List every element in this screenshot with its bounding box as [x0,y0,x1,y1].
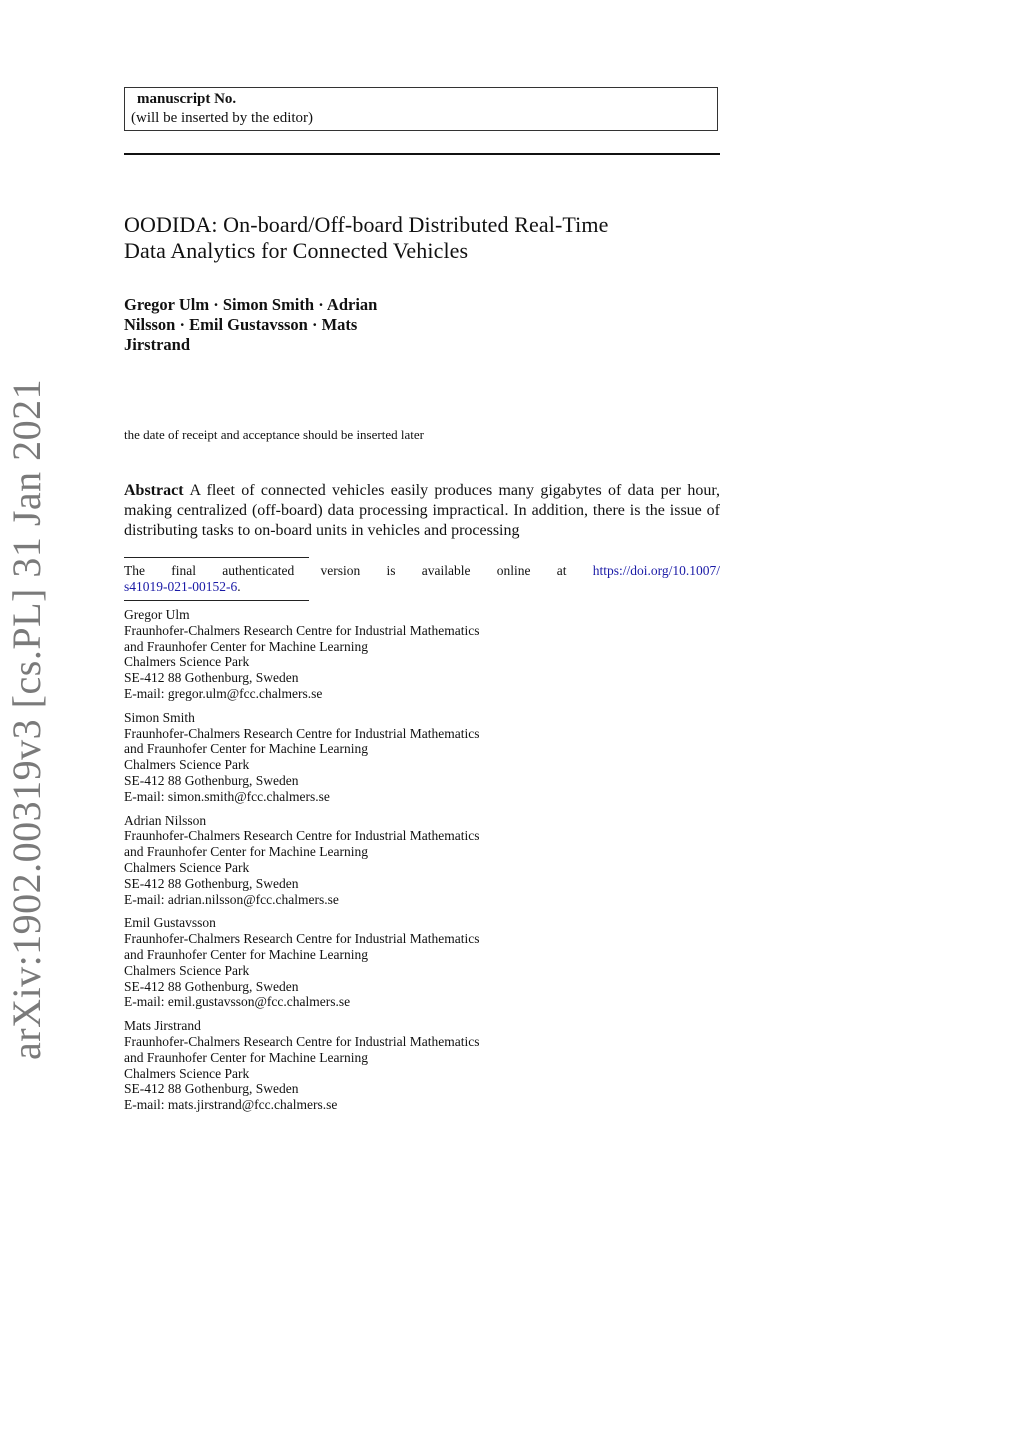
affiliation-city: SE-412 88 Gothenburg, Sweden [124,772,299,788]
affiliation-org: and Fraunhofer Center for Machine Learning [124,741,369,757]
paper-title [124,212,724,264]
affiliation-park: Chalmers Science Park [124,962,250,978]
affiliation-city: SE-412 88 Gothenburg, Sweden [124,875,299,891]
affiliation-org: Fraunhofer-Chalmers Research Centre for Industrial Mathematics [124,1033,480,1049]
title-line-2: Data Analytics for Connected Vehicles [124,238,469,263]
abstract [124,481,720,541]
footnote-word: authenticated [222,563,295,578]
affiliation-name: Simon Smith [124,709,195,725]
affiliation-park: Chalmers Science Park [124,1065,250,1081]
abstract-heading: Abstract [124,482,184,499]
affiliation-block [124,607,624,702]
affiliation-block [124,710,624,805]
footnote-word: final [171,563,196,578]
authors-line-1: Gregor Ulm · Simon Smith · Adrian [124,295,378,314]
affiliation-park: Chalmers Science Park [124,654,250,670]
affiliation-org: and Fraunhofer Center for Machine Learning [124,1049,369,1065]
doi-link-part-2[interactable]: s41019-021-00152-6 [124,579,238,594]
affiliation-email[interactable]: E-mail: mats.jirstrand@fcc.chalmers.se [124,1097,338,1113]
affiliation-org: Fraunhofer-Chalmers Research Centre for Industrial Mathematics [124,828,480,844]
author-list [124,295,464,355]
footnote [124,563,720,595]
affiliation-org: and Fraunhofer Center for Machine Learning [124,844,369,860]
affiliation-email[interactable]: E-mail: simon.smith@fcc.chalmers.se [124,788,330,804]
affiliation-block [124,1018,624,1113]
footnote-word: online [496,563,531,578]
affiliation-block [124,813,624,908]
footnote-line-1 [124,563,720,579]
affiliation-org: Fraunhofer-Chalmers Research Centre for Industrial Mathematics [124,931,480,947]
affiliation-org: and Fraunhofer Center for Machine Learning [124,946,369,962]
authors-line-2: Nilsson · Emil Gustavsson · Mats [124,315,358,334]
arxiv-identifier-stamp: arXiv:1902.00319v3 [cs.PL] 31 Jan 2021 [4,378,49,1060]
affiliation-city: SE-412 88 Gothenburg, Sweden [124,978,299,994]
footnote-trail: . [237,579,241,594]
doi-link-part-1[interactable]: https://doi.org/10.1007/ [592,563,720,578]
affiliation-city: SE-412 88 Gothenburg, Sweden [124,670,299,686]
footnote-word: at [556,563,567,578]
affiliation-park: Chalmers Science Park [124,859,250,875]
date-note: the date of receipt and acceptance should be inserted later [124,427,424,442]
affiliation-rule [124,600,309,601]
manuscript-label: manuscript No. [137,91,237,107]
abstract-text: A fleet of connected vehicles easily produces many gigabytes of data per hour, making centralized (off-board) data processing impractical. In addition, there is the issue of distributing tasks to on-board units in vehicles and processing [124,482,720,539]
manuscript-box [124,87,718,131]
affiliation-org: Fraunhofer-Chalmers Research Centre for Industrial Mathematics [124,725,480,741]
footnote-word: is [386,563,396,578]
affiliation-name: Mats Jirstrand [124,1018,201,1034]
footnote-word: version [320,563,361,578]
authors-line-3: Jirstrand [124,335,190,354]
affiliation-city: SE-412 88 Gothenburg, Sweden [124,1081,299,1097]
affiliation-email[interactable]: E-mail: emil.gustavsson@fcc.chalmers.se [124,994,351,1010]
affiliation-name: Gregor Ulm [124,607,190,622]
affiliation-block [124,915,624,1010]
affiliation-org: and Fraunhofer Center for Machine Learning [124,638,369,654]
footnote-word: available [421,563,471,578]
affiliation-name: Emil Gustavsson [124,915,216,931]
affiliation-org: Fraunhofer-Chalmers Research Centre for Industrial Mathematics [124,622,480,638]
manuscript-note: (will be inserted by the editor) [131,110,314,126]
footnote-rule [124,557,309,558]
title-line-1: OODIDA: On-board/Off-board Distributed Real-Time [124,212,609,237]
affiliation-email[interactable]: E-mail: gregor.ulm@fcc.chalmers.se [124,685,323,701]
affiliation-name: Adrian Nilsson [124,812,207,828]
footnote-word: The [124,563,145,578]
affiliation-email[interactable]: E-mail: adrian.nilsson@fcc.chalmers.se [124,891,339,907]
footnote-line-2 [124,579,720,595]
affiliation-park: Chalmers Science Park [124,757,250,773]
affiliation-list [124,607,624,1121]
header-rule [124,153,720,155]
